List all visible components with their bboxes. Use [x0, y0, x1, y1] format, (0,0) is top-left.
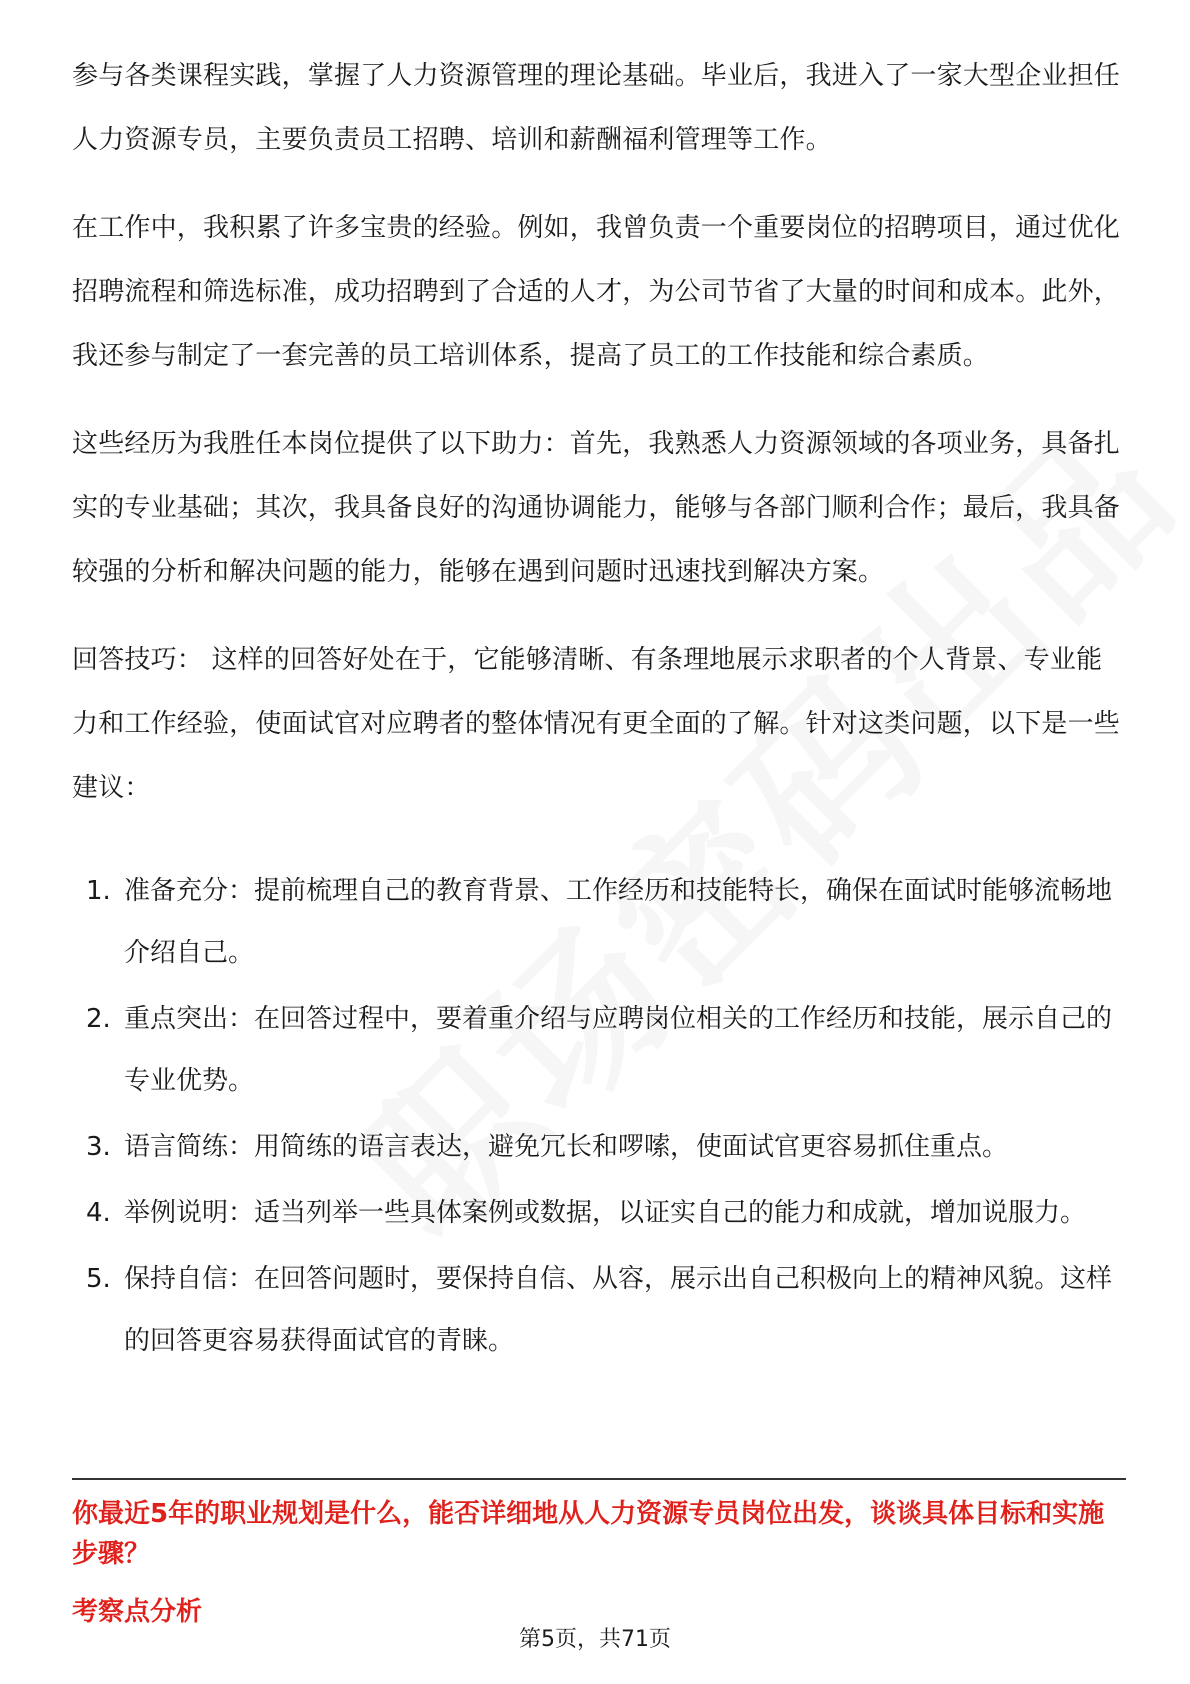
- list-item-text: 重点突出：在回答过程中，要着重介绍与应聘岗位相关的工作经历和技能，展示自己的专业优势。: [124, 1004, 1113, 1096]
- list-item-text: 保持自信：在回答问题时，要保持自信、从容，展示出自己积极向上的精神风貌。这样的回答更容易获得面试官的青睐。: [124, 1264, 1113, 1356]
- list-item: [72, 1248, 1122, 1372]
- interview-question-heading: 你最近5年的职业规划是什么，能否详细地从人力资源专员岗位出发，谈谈具体目标和实施步骤？: [72, 1499, 1105, 1569]
- list-item: [72, 860, 1122, 984]
- paragraph-strengths: 这些经历为我胜任本岗位提供了以下助力：首先，我熟悉人力资源领域的各项业务，具备扎实的专业基础；其次，我具备良好的沟通协调能力，能够与各部门顺利合作；最后，我具备较强的分析和解决问题的能力，能够在遇到问题时迅速找到解决方案。: [72, 429, 1121, 587]
- list-number: 5.: [86, 1264, 111, 1294]
- page-number: 第5页，共71页: [519, 1627, 671, 1652]
- list-item: [72, 1116, 1122, 1178]
- paragraph-education: 参与各类课程实践，掌握了人力资源管理的理论基础。毕业后，我进入了一家大型企业担任人力资源专员，主要负责员工招聘、培训和薪酬福利管理等工作。: [72, 61, 1121, 155]
- tips-list: [72, 860, 1122, 1372]
- list-number: 4.: [86, 1198, 111, 1228]
- list-item: [72, 1182, 1122, 1244]
- section-divider: [72, 1478, 1126, 1480]
- list-item: [72, 988, 1122, 1112]
- page-content: [72, 44, 1122, 1376]
- paragraph-work-experience: 在工作中，我积累了许多宝贵的经验。例如，我曾负责一个重要岗位的招聘项目，通过优化招聘流程和筛选标准，成功招聘到了合适的人才，为公司节省了大量的时间和成本。此外，我还参与制定了一套完善的员工培训体系，提高了员工的工作技能和综合素质。: [72, 213, 1121, 371]
- paragraph-answer-tips: 回答技巧： 这样的回答好处在于，它能够清晰、有条理地展示求职者的个人背景、专业能力和工作经验，使面试官对应聘者的整体情况有更全面的了解。针对这类问题，以下是一些建议：: [72, 645, 1121, 803]
- list-number: 3.: [86, 1132, 111, 1162]
- list-item-text: 语言简练：用简练的语言表达，避免冗长和啰嗦，使面试官更容易抓住重点。: [124, 1132, 1009, 1162]
- list-number: 2.: [86, 1004, 111, 1034]
- list-number: 1.: [86, 876, 111, 906]
- list-item-text: 举例说明：适当列举一些具体案例或数据，以证实自己的能力和成就，增加说服力。: [124, 1198, 1087, 1228]
- list-item-text: 准备充分：提前梳理自己的教育背景、工作经历和技能特长，确保在面试时能够流畅地介绍自己。: [124, 876, 1113, 968]
- analysis-section-title: 考察点分析: [72, 1597, 203, 1627]
